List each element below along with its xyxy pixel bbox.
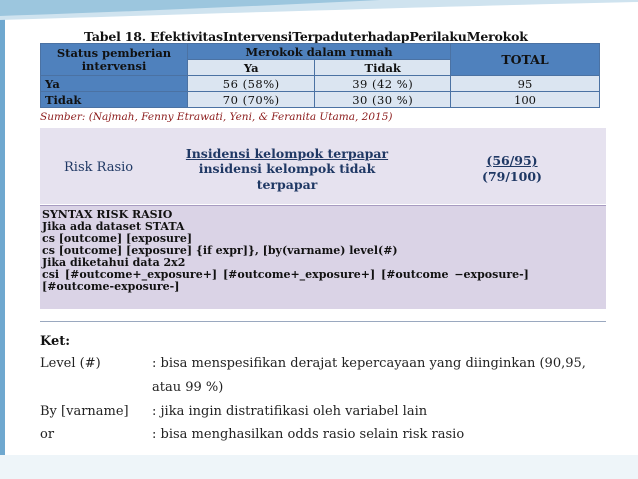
syntax-line: csi [#outcome+_exposure+] [#outcome+_exposure+] [#outcome −exposure-] [#outcome-exposure-]: [42, 268, 529, 293]
cell-tidak: 39 (42 %): [315, 76, 451, 92]
risk-value-denominator: (79/100): [482, 169, 542, 184]
header-merokok: Merokok dalam rumah: [188, 44, 451, 60]
cell-ya: 70 (70%): [188, 92, 315, 108]
denominator-line-2: terpapar: [256, 177, 318, 192]
effectiveness-table: [40, 43, 600, 108]
row-label: Ya: [41, 76, 188, 92]
cell-tidak: 30 (30 %): [315, 92, 451, 108]
ket-desc: atau 99 %): [152, 380, 224, 395]
header-status: Status pemberian intervensi: [41, 44, 188, 76]
cell-total: 100: [451, 92, 600, 108]
syntax-line: cs [outcome] [exposure]: [42, 232, 193, 245]
risk-ratio-numerator: Insidensi kelompok terpapar: [185, 146, 389, 161]
ket-term: By [varname]: [40, 404, 129, 419]
risk-value-numerator: (56/95): [486, 153, 538, 168]
risk-ratio-values: [462, 153, 562, 185]
risk-ratio-label: Risk Rasio: [64, 160, 134, 175]
ket-title: Ket:: [40, 334, 71, 349]
ket-term: Level (#): [40, 356, 101, 371]
ket-desc: : bisa menspesifikan derajat kepercayaan yang diinginkan (90,95,: [152, 356, 586, 371]
header-total: TOTAL: [451, 44, 600, 76]
row-label: Tidak: [41, 92, 188, 108]
header-tidak: Tidak: [315, 60, 451, 76]
table-source: Sumber: (Najmah, Fenny Etrawati, Yeni, & Feranita Utama, 2015): [40, 111, 393, 123]
syntax-line: Jika ada dataset STATA: [42, 220, 185, 233]
slide-left-accent: [0, 0, 5, 479]
slide-top-swoosh: [0, 0, 638, 22]
ket-term: or: [40, 427, 55, 442]
cell-ya: 56 (58%): [188, 76, 315, 92]
table-row: [41, 76, 600, 92]
ket-desc: : jika ingin distratifikasi oleh variabel lain: [152, 404, 428, 419]
table-row: [41, 92, 600, 108]
ket-desc: : bisa menghasilkan odds rasio selain risk rasio: [152, 427, 465, 442]
slide-bottom-band: [0, 455, 638, 479]
ket-divider: [40, 321, 606, 322]
denominator-line-1: insidensi kelompok tidak: [198, 161, 376, 176]
syntax-box: [40, 205, 606, 309]
cell-total: 95: [451, 76, 600, 92]
syntax-line: cs [outcome] [exposure] {if expr]}, [by(varname) level(#): [42, 244, 398, 257]
header-ya: Ya: [188, 60, 315, 76]
risk-ratio-denominator: [182, 161, 392, 193]
syntax-heading: SYNTAX RISK RASIO: [42, 208, 173, 221]
table-title: Tabel 18. EfektivitasIntervensiTerpaduterhadapPerilakuMerokok: [84, 29, 528, 44]
syntax-line: Jika diketahui data 2x2: [42, 256, 186, 269]
